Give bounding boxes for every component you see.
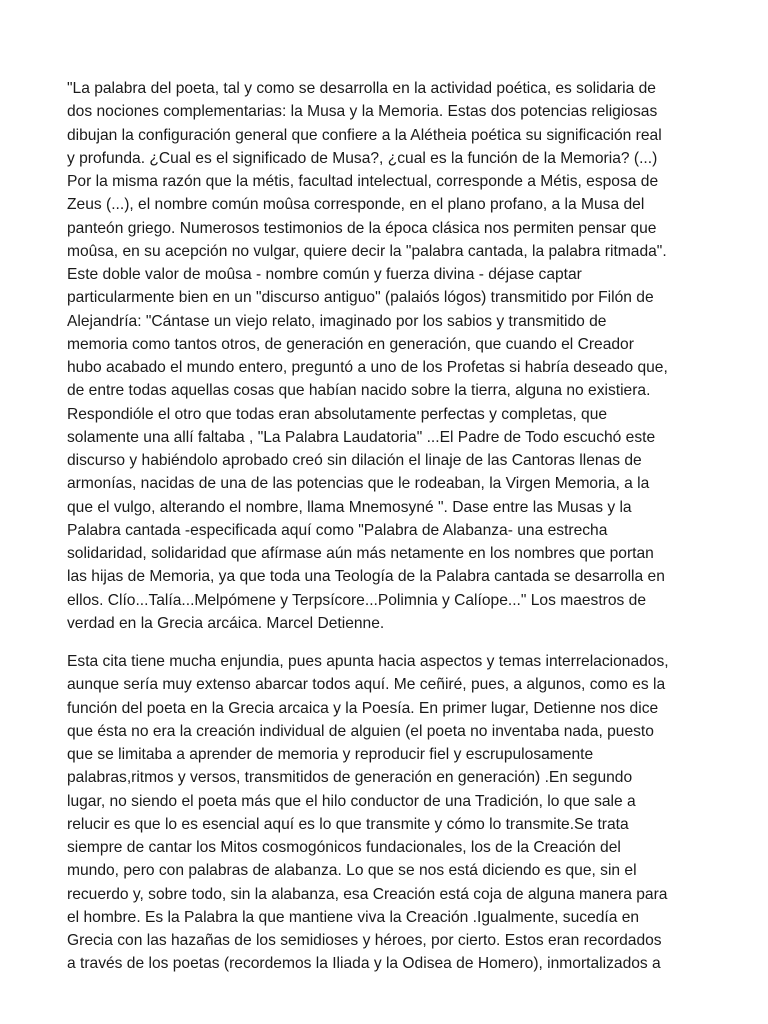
text-line: Alejandría: "Cántase un viejo relato, imaginado por los sabios y transmitido de bbox=[67, 312, 607, 330]
text-line: lugar, no siendo el poeta más que el hilo conductor de una Tradición, lo que sale a bbox=[67, 792, 636, 810]
paragraph-gap bbox=[67, 635, 703, 650]
text-line: particularmente bien en un "discurso antiguo" (palaiós lógos) transmitido por Filón de bbox=[67, 289, 654, 307]
text-line: palabras,ritmos y versos, transmitidos de generación en generación) .En segundo bbox=[67, 769, 633, 787]
text-line: solidaridad, solidaridad que afírmase aún más netamente en los nombres que portan bbox=[67, 545, 654, 562]
text-line: Zeus (...), el nombre común moûsa corresponde, en el plano profano, a la Musa del bbox=[67, 196, 645, 214]
text-line: dibujan la configuración general que confiere a la Alétheia poética su significación real bbox=[67, 126, 662, 144]
text-line: discurso y habiéndolo aprobado creó sin dilación el linaje de las Cantoras llenas de bbox=[67, 452, 642, 469]
document-body bbox=[67, 77, 703, 976]
text-line: hubo acabado el mundo entero, preguntó a uno de los Profetas si habría deseado que, bbox=[67, 359, 668, 376]
text-line: que se limitaba a aprender de memoria y reproducir fiel y escrupulosamente bbox=[67, 746, 594, 763]
text-line: el hombre. Es la Palabra la que mantiene viva la Creación .Igualmente, sucedía en bbox=[67, 908, 640, 926]
text-line: solamente una allí faltaba , "La Palabra Laudatoria" ...El Padre de Todo escuchó este bbox=[67, 428, 656, 446]
text-line: Este doble valor de moûsa - nombre común y fuerza divina - déjase captar bbox=[67, 266, 582, 283]
text-line: moûsa, en su acepción no vulgar, quiere decir la "palabra cantada, la palabra ritmada". bbox=[67, 242, 667, 260]
paragraph-commentary bbox=[67, 650, 703, 976]
text-line: Grecia con las hazañas de los semidioses y héroes, por cierto. Estos eran recordados bbox=[67, 932, 662, 949]
text-line: "La palabra del poeta, tal y como se desarrolla en la actividad poética, es solidaria de bbox=[67, 80, 656, 97]
text-line: ellos. Clío...Talía...Melpómene y Terpsícore...Polimnia y Calíope..." Los maestros de bbox=[67, 591, 647, 609]
text-line: aunque sería muy extenso abarcar todos aquí. Me ceñiré, pues, a algunos, como es la bbox=[67, 676, 666, 694]
text-line: panteón griego. Numerosos testimonios de la época clásica nos permiten pensar que bbox=[67, 219, 657, 237]
text-line: que ésta no era la creación individual de alguien (el poeta no inventaba nada, puesto bbox=[67, 722, 654, 740]
text-line: a través de los poetas (recordemos la Iliada y la Odisea de Homero), inmortalizados a bbox=[67, 955, 661, 973]
text-line: armonías, nacidas de una de las potencias que le rodeaban, la Virgen Memoria, a la bbox=[67, 475, 650, 493]
text-line: función del poeta en la Grecia arcaica y la Poesía. En primer lugar, Detienne nos dice bbox=[67, 699, 659, 717]
text-line: que el vulgo, alterando el nombre, llama Mnemosyné ". Dase entre las Musas y la bbox=[67, 498, 632, 516]
text-line: y profunda. ¿Cual es el significado de Musa?, ¿cual es la función de la Memoria? (...) bbox=[67, 149, 658, 167]
text-line: dos nociones complementarias: la Musa y la Memoria. Estas dos potencias religiosas bbox=[67, 103, 658, 121]
text-line: Por la misma razón que la métis, facultad intelectual, corresponde a Métis, esposa de bbox=[67, 173, 659, 190]
text-line: memoria como tantos otros, de generación en generación, que cuando el Creador bbox=[67, 335, 634, 353]
text-line: de entre todas aquellas cosas que habían nacido sobre la tierra, alguna no existiera. bbox=[67, 382, 651, 400]
text-line: Palabra cantada -especificada aquí como "Palabra de Alabanza- una estrecha bbox=[67, 521, 608, 539]
text-line: Esta cita tiene mucha enjundia, pues apunta hacia aspectos y temas interrelacionados, bbox=[67, 653, 669, 670]
paragraph-quote bbox=[67, 77, 703, 635]
text-line: siempre de cantar los Mitos cosmogónicos fundacionales, los de la Creación del bbox=[67, 839, 621, 856]
text-line: las hijas de Memoria, ya que toda una Teología de la Palabra cantada se desarrolla en bbox=[67, 568, 665, 586]
text-line: relucir es que lo es esencial aquí es lo que transmite y cómo lo transmite.Se trata bbox=[67, 815, 629, 833]
text-line: mundo, pero con palabras de alabanza. Lo que se nos está diciendo es que, sin el bbox=[67, 862, 637, 880]
text-line: verdad en la Grecia arcáica. Marcel Detienne. bbox=[67, 614, 385, 632]
text-line: Respondióle el otro que todas eran absolutamente perfectas y completas, que bbox=[67, 405, 608, 423]
text-line: recuerdo y, sobre todo, sin la alabanza, esa Creación está coja de alguna manera para bbox=[67, 885, 668, 903]
